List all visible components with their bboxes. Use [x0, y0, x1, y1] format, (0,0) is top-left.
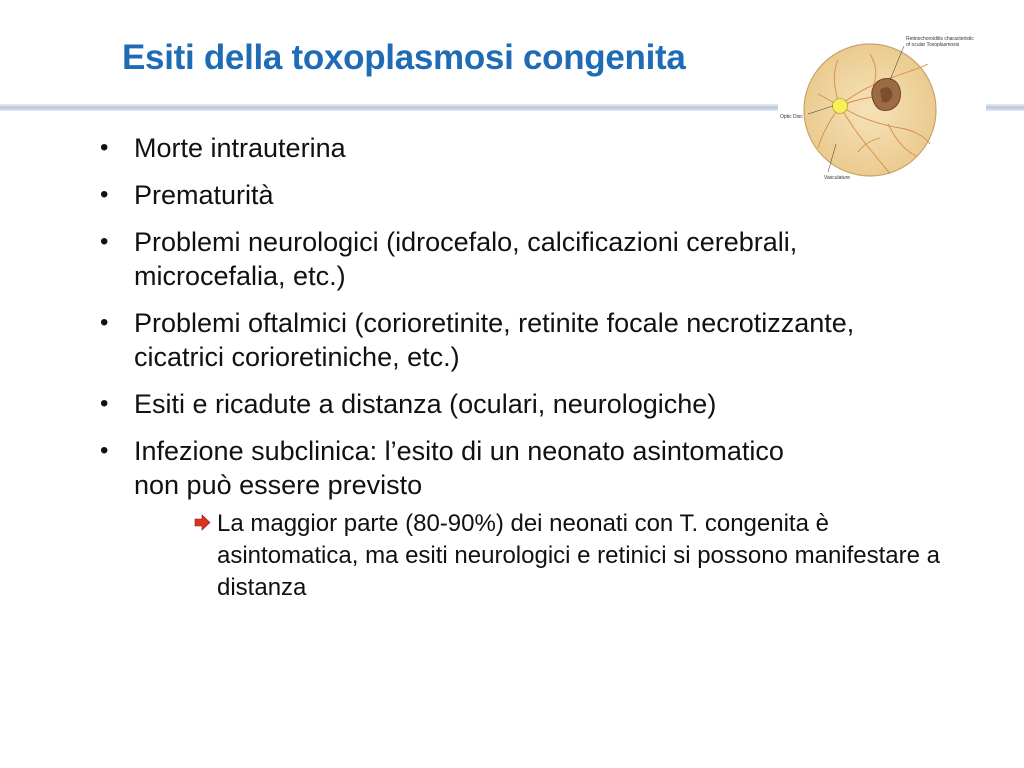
bullet-item [96, 131, 956, 165]
bullet-text: Esiti e ricadute a distanza (oculari, neurologiche) [134, 389, 717, 419]
optic-disc [833, 99, 848, 114]
figure-label-top-2: of ocular Toxoplasmosis [906, 42, 960, 48]
sub-bullet-text: La maggior parte (80-90%) dei neonati con T. congenita è asintomatica, ma esiti neurologici e retinici si possono manifestare a distanza [217, 510, 941, 601]
bullet-item [96, 178, 956, 212]
figure-label-optic-disc: Optic Disc [780, 114, 803, 120]
figure-label-top-1: Retinochoroiditis characteristic [906, 36, 974, 42]
bullet-item [96, 225, 854, 293]
bullet-list [96, 131, 956, 508]
bullet-dot: • [100, 390, 109, 417]
bullet-dot: • [100, 134, 109, 161]
bullet-item [96, 306, 874, 374]
bullet-item [96, 387, 956, 421]
bullet-dot: • [100, 437, 109, 464]
bullet-text: Problemi neurologici (idrocefalo, calcificazioni cerebrali, microcefalia, etc.) [134, 227, 798, 291]
bullet-item [96, 434, 794, 502]
figure-label-vasculature: Vasculature [824, 175, 851, 181]
bullet-dot: • [100, 228, 109, 255]
bullet-dot: • [100, 181, 109, 208]
bullet-text: Infezione subclinica: l’esito di un neonato asintomatico non può essere previsto [134, 436, 784, 500]
bullet-text: Problemi oftalmici (corioretinite, retinite focale necrotizzante, cicatrici corioretiniche, etc.) [134, 308, 855, 372]
red-arrow-icon [194, 514, 211, 531]
sub-bullet [179, 508, 977, 604]
bullet-text: Morte intrauterina [134, 133, 346, 163]
slide-title: Esiti della toxoplasmosi congenita [122, 38, 686, 77]
bullet-dot: • [100, 309, 109, 336]
bullet-text: Prematurità [134, 180, 274, 210]
